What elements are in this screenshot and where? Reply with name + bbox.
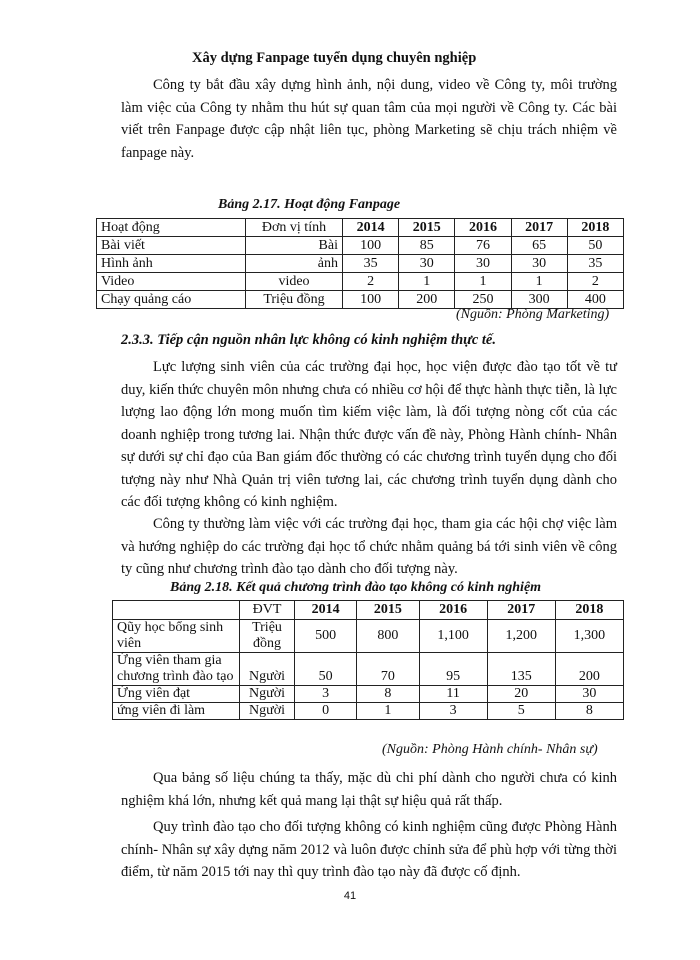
table-cell: 76 (455, 237, 511, 255)
table-cell: 500 (295, 620, 357, 653)
table-cell: 1 (399, 273, 455, 291)
table-cell: Hình ảnh (97, 255, 246, 273)
fanpage-activity-table (96, 218, 624, 309)
table-cell: Bài viết (97, 237, 246, 255)
table-cell: 200 (399, 291, 455, 309)
table-row (97, 273, 624, 291)
table-row (113, 620, 624, 653)
page-number: 41 (343, 890, 357, 902)
table-row (97, 255, 624, 273)
table-cell: 300 (511, 291, 567, 309)
table-cell: 85 (399, 237, 455, 255)
table-cell: 1,200 (487, 620, 555, 653)
table-header-cell: 2016 (455, 219, 511, 237)
table-cell: 400 (567, 291, 623, 309)
table-cell: 95 (419, 653, 487, 686)
table-cell: 1,100 (419, 620, 487, 653)
table-cell: Ứng viên đạt (113, 686, 240, 703)
table-cell: 100 (343, 291, 399, 309)
table-cell: Người (240, 686, 295, 703)
table-cell: 1 (357, 703, 419, 720)
section-heading: Xây dựng Fanpage tuyển dụng chuyên nghiệp (192, 50, 477, 66)
table-row (97, 291, 624, 309)
table-cell: 3 (419, 703, 487, 720)
table-cell: 3 (295, 686, 357, 703)
table-cell: 70 (357, 653, 419, 686)
table-header-cell: 2018 (567, 219, 623, 237)
table-cell: Chạy quảng cáo (97, 291, 246, 309)
table-header-cell: ĐVT (240, 601, 295, 620)
table-row (97, 237, 624, 255)
paragraph-fanpage: Công ty bắt đầu xây dựng hình ảnh, nội dung, video về Công ty, môi trường làm việc của Công ty nhằm thu hút sự quan tâm của mọi người về Công ty. Các bài viết trên Fanpage được cập nhật liên tục, phòng Marketing sẽ chịu trách nhiệm về fanpage này. (121, 77, 617, 161)
table-header-row (97, 219, 624, 237)
table-cell: video (246, 273, 343, 291)
table-cell: 30 (511, 255, 567, 273)
table-cell: Qũy học bổng sinh viên (113, 620, 240, 653)
table-header-cell: 2016 (419, 601, 487, 620)
table-cell: Triệu đồng (246, 291, 343, 309)
table-header-cell: 2017 (487, 601, 555, 620)
table-header-cell: 2015 (357, 601, 419, 620)
table-cell: 20 (487, 686, 555, 703)
table-cell: 8 (357, 686, 419, 703)
table1-caption: Bảng 2.17. Hoạt động Fanpage (218, 197, 401, 212)
table-cell: ảnh (246, 255, 343, 273)
table-header-cell: 2018 (555, 601, 623, 620)
table-cell: 30 (555, 686, 623, 703)
training-results-table (112, 600, 624, 720)
table-cell: 2 (567, 273, 623, 291)
table-header-cell: 2014 (295, 601, 357, 620)
table-header-cell: Đơn vị tính (246, 219, 343, 237)
table2-source: (Nguồn: Phòng Hành chính- Nhân sự) (382, 742, 598, 757)
table-cell: 8 (555, 703, 623, 720)
table-header-cell (113, 601, 240, 620)
table-cell: Ứng viên tham gia chương trình đào tạo (113, 653, 240, 686)
table-cell: Video (97, 273, 246, 291)
table-cell: 30 (455, 255, 511, 273)
table-cell: 200 (555, 653, 623, 686)
paragraph-training-process: Quy trình đào tạo cho đối tượng không có kinh nghiệm cũng được Phòng Hành chính- Nhân sự xây dựng năm 2012 và luôn được chỉnh sửa để phù hợp với từng thời điểm, từ năm 2015 tới nay thì quy trình đào tạo này đã được cố định. (121, 819, 617, 880)
table1-source: (Nguồn: Phòng Marketing) (456, 307, 610, 322)
table-header-cell: 2014 (343, 219, 399, 237)
table-row (113, 653, 624, 686)
table-cell: 0 (295, 703, 357, 720)
subsection-heading: 2.3.3. Tiếp cận nguồn nhân lực không có kinh nghiệm thực tế. (121, 332, 496, 348)
paragraph-conclusion: Qua bảng số liệu chúng ta thấy, mặc dù chi phí dành cho người chưa có kinh nghiệm khá lớn, nhưng kết quả mang lại thật sự hiệu quả rất thấp. (121, 770, 617, 809)
table-header-cell: 2017 (511, 219, 567, 237)
table-cell: 250 (455, 291, 511, 309)
table-cell: 50 (567, 237, 623, 255)
table-cell: 1,300 (555, 620, 623, 653)
table-cell: 1 (511, 273, 567, 291)
table-cell: Người (240, 653, 295, 686)
table-cell: 100 (343, 237, 399, 255)
table-cell: 35 (567, 255, 623, 273)
table-cell: Bài (246, 237, 343, 255)
paragraph-universities: Công ty thường làm việc với các trường đại học, tham gia các hội chợ việc làm và hướng nghiệp do các trường đại học tổ chức nhằm quảng bá tới sinh viên về công ty cũng như chương trình đào tạo dành cho đối tượng này. (121, 516, 617, 577)
table-cell: Triệu đồng (240, 620, 295, 653)
table-cell: 30 (399, 255, 455, 273)
table-header-cell: Hoạt động (97, 219, 246, 237)
table-cell: 50 (295, 653, 357, 686)
table-cell: 35 (343, 255, 399, 273)
table-cell: Người (240, 703, 295, 720)
table-cell: 135 (487, 653, 555, 686)
table-header-cell: 2015 (399, 219, 455, 237)
table2-caption: Bảng 2.18. Kết quả chương trình đào tạo không có kinh nghiệm (170, 580, 542, 595)
table-cell: 11 (419, 686, 487, 703)
table-cell: ứng viên đi làm (113, 703, 240, 720)
table-header-row (113, 601, 624, 620)
table-cell: 800 (357, 620, 419, 653)
table-cell: 1 (455, 273, 511, 291)
table-cell: 65 (511, 237, 567, 255)
table-row (113, 686, 624, 703)
table-cell: 5 (487, 703, 555, 720)
table-cell: 2 (343, 273, 399, 291)
table-row (113, 703, 624, 720)
paragraph-students: Lực lượng sinh viên của các trường đại học, học viện được đào tạo tốt về tư duy, kiến thức chuyên môn nhưng chưa có nhiều cơ hội để thực hành thực tiễn, là lực lượng lao động lớn mong muốn tìm kiếm việc làm, là đối tượng nòng cốt của các doanh nghiệp trong tương lai. Nhận thức được vấn đề này, Phòng Hành chính- Nhân sự dưới sự chỉ đạo của Ban giám đốc thường có các chương trình tuyển dụng cho đối tượng này như Nhà Quản trị viên tương lai, các chương trình tuyển dụng dành cho các đối tượng không có kinh nghiệm. (121, 359, 617, 510)
